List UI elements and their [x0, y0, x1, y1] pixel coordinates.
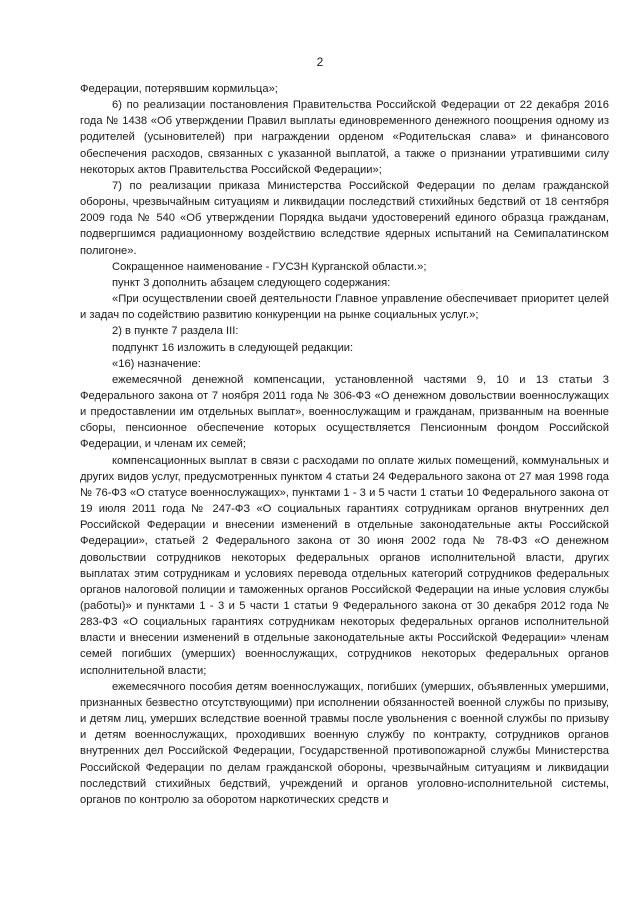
paragraph: подпункт 16 изложить в следующей редакции:	[112, 341, 354, 354]
paragraph: компенсационных выплат в связи с расходами по оплате жилых помещений, коммунальных и других видов услуг, предусмотренных пунктом 4 статьи 24 Федерального закона от 27 мая 1998 года № 76-ФЗ «О статусе военнослужащих», пунктами 1 - 3 и 5 части 1 статьи 10 Федерального закона от 19 июля 2011 года № 247-ФЗ «О социальных гарантиях сотрудникам органов внутренних дел Российской Федерации и внесении изменений в отдельные законодательные акты Российской Федерации», статьей 2 Федерального закона от 30 июня 2002 года № 78-ФЗ «О денежном довольствии сотрудников некоторых федеральных органов исполнительной власти, других выплатах этим сотрудникам и условиях перевода отдельных категорий сотрудников федеральных органов налоговой полиции и таможенных органов Российской Федерации на иные условия службы (работы)» и пунктами 1 - 3 и 5 части 1 статьи 9 Федерального закона от 30 декабря 2012 года № 283-ФЗ «О социальных гарантиях сотрудникам некоторых федеральных органов исполнительной власти и внесении изменений в отдельные законодательные акты Российской Федерации» членам семей погибших (умерших) военнослужащих, сотрудников некоторых федеральных органов исполнительной власти;	[80, 454, 609, 677]
paragraph: «При осуществлении своей деятельности Главное управление обеспечивает приоритет целей и задач по содействию развитию конкуренции на рынке социальных услуг.»;	[80, 293, 609, 322]
paragraph: 7) по реализации приказа Министерства Российской Федерации по делам гражданской обороны, чрезвычайным ситуациям и ликвидации последствий стихийных бедствий от 18 сентября 2009 года № 540 «Об утверждении Порядка выдачи удостоверений единого образца гражданам, подвергшимся радиационному воздействию вследствие ядерных испытаний на Семипалатинском полигоне».	[80, 179, 609, 257]
paragraph: 2) в пункте 7 раздела III:	[112, 325, 239, 338]
paragraph: «16) назначение:	[112, 357, 201, 370]
page-number: 2	[316, 55, 324, 69]
paragraph: 6) по реализации постановления Правительства Российской Федерации от 22 декабря 2016 года № 1438 «Об утверждении Правил выплаты единовременного денежного поощрения одному из родителей (усыновителей) при награждении орденом «Родительская слава» и финансового обеспечения расходов, связанных с указанной выплатой, а также о признании утратившими силу некоторых актов Правительства Российской Федерации»;	[80, 99, 609, 176]
document-body	[80, 81, 609, 808]
paragraph: Сокращенное наименование - ГУСЗН Курганской области.»;	[112, 260, 427, 273]
paragraph: ежемесячного пособия детям военнослужащих, погибших (умерших, объявленных умершими, признанных безвестно отсутствующими) при исполнении обязанностей военной службы по призыву, и детям лиц, умерших вследствие военной травмы после увольнения с военной службы по призыву и детям военнослужащих, проходивших военную службу по контракту, сотрудников органов внутренних дел Российской Федерации, Государственной противопожарной службы Министерства Российской Федерации по делам гражданской обороны, чрезвычайным ситуациям и ликвидации последствий стихийных бедствий, учреждений и органов уголовно-исполнительной системы, органов по контролю за оборотом наркотических средств и	[80, 680, 609, 806]
paragraph: пункт 3 дополнить абзацем следующего содержания:	[112, 276, 391, 289]
paragraph: Федерации, потерявшим кормильца»;	[80, 83, 278, 95]
paragraph: ежемесячной денежной компенсации, установленной частями 9, 10 и 13 статьи 3 Федерального закона от 7 ноября 2011 года № 306-ФЗ «О денежном довольствии военнослужащих и предоставлении им отдельных выплат», военнослужащим и гражданам, призванным на военные сборы, пенсионное обеспечение которых осуществляется Пенсионным фондом Российской Федерации, и членам их семей;	[80, 373, 609, 451]
